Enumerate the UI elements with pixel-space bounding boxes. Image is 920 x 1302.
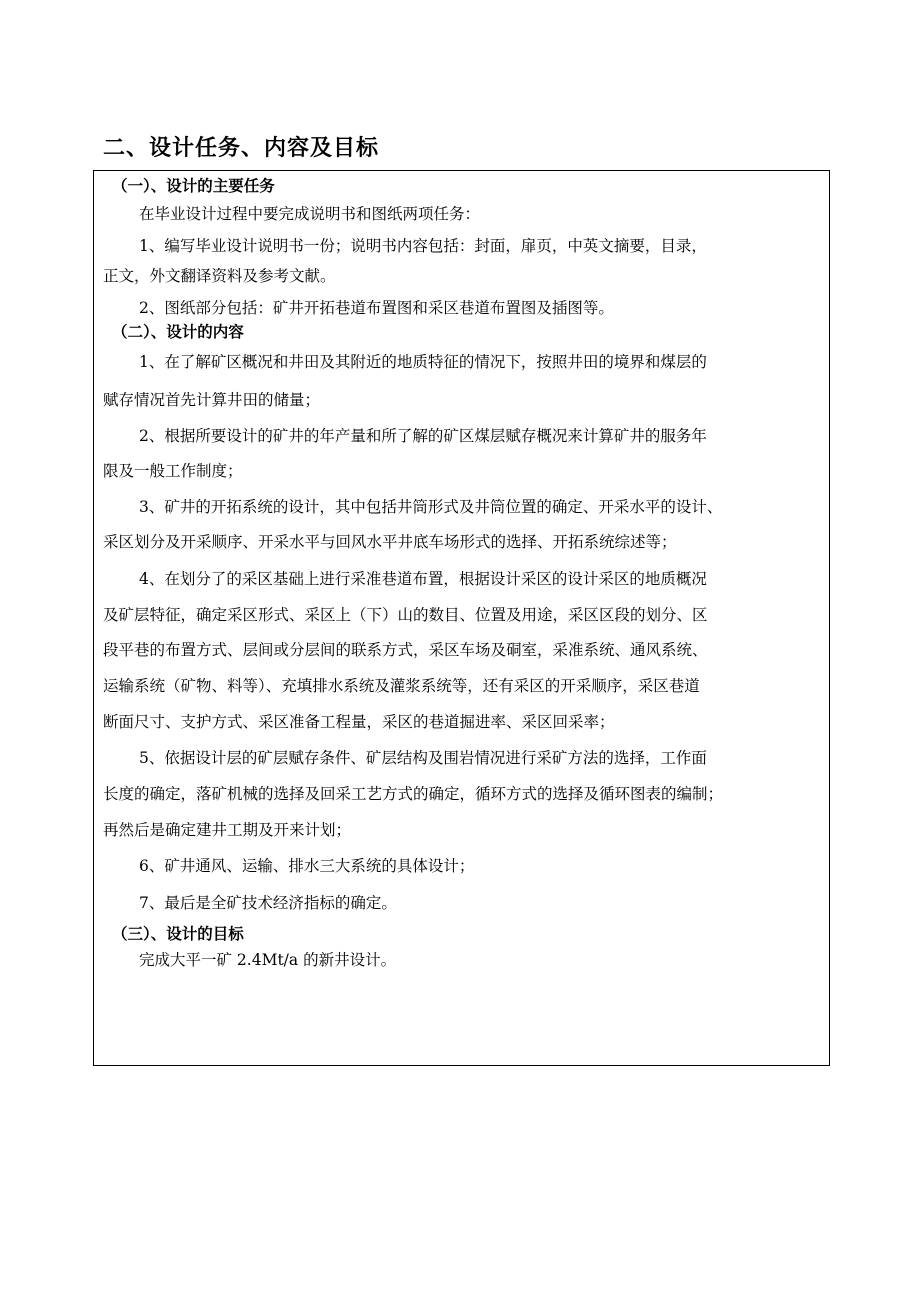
content-item-4-line-3: 段平巷的布置方式、层间或分层间的联系方式，采区车场及硐室，采准系统、通风系统、 (103, 641, 708, 659)
task-item-1-line-2: 正文，外文翻译资料及参考文献。 (103, 267, 336, 285)
content-item-2-line-1: 2、根据所要设计的矿井的年产量和所了解的矿区煤层赋存概况来计算矿井的服务年 (139, 427, 707, 445)
task-item-2: 2、图纸部分包括：矿井开拓巷道布置图和采区巷道布置图及插图等。 (139, 299, 614, 317)
goal-text: 完成大平一矿 2.4Mt/a 的新井设计。 (139, 951, 397, 969)
section-title: 二、设计任务、内容及目标 (103, 136, 380, 161)
content-item-4-line-5: 断面尺寸、支护方式、采区准备工程量，采区的巷道掘进率、采区回采率； (103, 713, 615, 731)
content-item-3-line-1: 3、矿井的开拓系统的设计，其中包括井筒形式及井筒位置的确定、开采水平的设计、 (139, 498, 723, 516)
content-item-7: 7、最后是全矿技术经济指标的确定。 (139, 894, 397, 912)
content-item-4-line-4: 运输系统（矿物、料等）、充填排水系统及灌浆系统等，还有采区的开采顺序，采区巷道 (103, 677, 700, 695)
tasks-intro: 在毕业设计过程中要完成说明书和图纸两项任务： (139, 205, 481, 223)
content-item-4-line-1: 4、在划分了的采区基础上进行采准巷道布置，根据设计采区的设计采区的地质概况 (139, 570, 707, 588)
content-item-3-line-2: 采区划分及开采顺序、开采水平与回风水平井底车场形式的选择、开拓系统综述等； (103, 533, 677, 551)
content-item-6: 6、矿井通风、运输、排水三大系统的具体设计； (139, 857, 475, 875)
content-item-5-line-1: 5、依据设计层的矿层赋存条件、矿层结构及围岩情况进行采矿方法的选择，工作面 (139, 749, 707, 767)
content-item-5-line-3: 再然后是确定建井工期及开来计划； (103, 821, 352, 839)
content-item-1-line-2: 赋存情况首先计算井田的储量； (103, 391, 321, 409)
subsection-heading-goal: （三）、设计的目标 (112, 925, 244, 943)
content-item-2-line-2: 限及一般工作制度； (103, 462, 243, 480)
content-item-1-line-1: 1、在了解矿区概况和井田及其附近的地质特征的情况下，按照井田的境界和煤层的 (139, 353, 707, 371)
subsection-heading-tasks: （一）、设计的主要任务 (112, 177, 275, 195)
content-item-5-line-2: 长度的确定，落矿机械的选择及回采工艺方式的确定，循环方式的选择及循环图表的编制； (103, 785, 724, 803)
task-item-1-line-1: 1、编写毕业设计说明书一份；说明书内容包括：封面，扉页，中英文摘要，目录， (139, 237, 707, 255)
content-item-4-line-2: 及矿层特征，确定采区形式、采区上（下）山的数目、位置及用途，采区区段的划分、区 (103, 606, 708, 624)
subsection-heading-content: （二）、设计的内容 (112, 323, 244, 341)
